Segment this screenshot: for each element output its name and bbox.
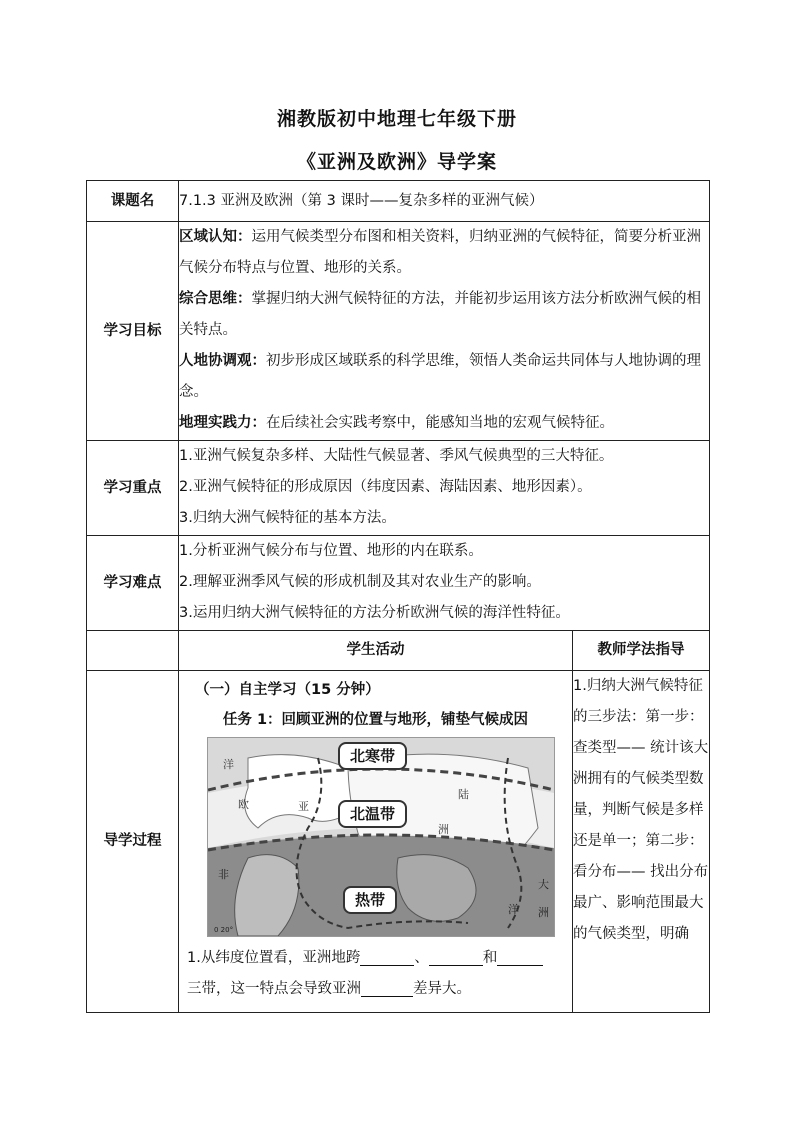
- answer-blank[interactable]: [360, 947, 414, 966]
- difficulty-item: 2.理解亚洲季风气候的形成机制及其对农业生产的影响。: [179, 574, 541, 590]
- place-label: 非: [218, 868, 229, 881]
- map-corner-note: 0 20°: [214, 926, 234, 934]
- answer-blank[interactable]: [497, 947, 543, 966]
- key-points-content: [179, 441, 710, 536]
- key-points-label: 学习重点: [87, 441, 179, 536]
- key-point-item: 2.亚洲气候特征的形成原因（纬度因素、海陆因素、地形因素）。: [179, 479, 592, 495]
- teacher-guidance-header: 教师学法指导: [573, 631, 710, 671]
- goal-item: 人地协调观：初步形成区域联系的科学思维，领悟人类命运共同体与人地协调的理念。: [179, 353, 701, 400]
- topic-row: [87, 181, 710, 222]
- zone-label-tropical: 热带: [343, 886, 397, 914]
- place-label: 洲: [538, 906, 549, 919]
- goals-row: [87, 222, 710, 441]
- place-label: 洋: [508, 903, 519, 916]
- difficulties-label: 学习难点: [87, 536, 179, 631]
- empty-header-cell: [87, 631, 179, 671]
- place-label: 亚: [298, 800, 309, 813]
- section-heading: （一）自主学习（15 分钟）: [195, 682, 380, 698]
- climate-zone-map: [207, 737, 555, 937]
- difficulties-row: [87, 536, 710, 631]
- difficulties-content: [179, 536, 710, 631]
- topic-label: 课题名: [87, 181, 179, 222]
- goals-content: [179, 222, 710, 441]
- study-guide-table: [86, 180, 710, 1013]
- teacher-guidance-text: 1.归纳大洲气候特征的三步法：第一步：查类型—— 统计该大洲拥有的气候类型数量，判断气候是多样还是单一；第二步：看分布—— 找出分布最广、影响范围最大的气候类型，明确: [573, 678, 709, 942]
- key-point-item: 1.亚洲气候复杂多样、大陆性气候显著、季风气候典型的三大特征。: [179, 448, 614, 464]
- key-point-item: 3.归纳大洲气候特征的基本方法。: [179, 510, 396, 526]
- student-activity-cell: [179, 671, 573, 1013]
- key-points-row: [87, 441, 710, 536]
- student-activity-header: 学生活动: [179, 631, 573, 671]
- question-1: 1.从纬度位置看，亚洲地跨 、 和 三带，这一特点会导致亚洲 差异大。: [187, 943, 564, 1005]
- process-row: [87, 671, 710, 1013]
- place-label: 洲: [438, 823, 449, 836]
- page-subtitle: 《亚洲及欧洲》导学案: [296, 151, 497, 173]
- goals-label: 学习目标: [87, 222, 179, 441]
- place-label: 陆: [458, 788, 469, 801]
- teacher-guidance-cell: [573, 671, 710, 1013]
- activity-header-row: [87, 631, 710, 671]
- difficulty-item: 3.运用归纳大洲气候特征的方法分析欧洲气候的海洋性特征。: [179, 605, 570, 621]
- place-label: 欧: [238, 798, 249, 811]
- place-label: 大: [538, 878, 549, 891]
- difficulty-item: 1.分析亚洲气候分布与位置、地形的内在联系。: [179, 543, 483, 559]
- zone-label-north-frigid: 北寒带: [338, 742, 407, 770]
- place-label: 洋: [223, 758, 234, 771]
- answer-blank[interactable]: [429, 947, 483, 966]
- goal-item: 地理实践力：在后续社会实践考察中，能感知当地的宏观气候特征。: [179, 415, 614, 431]
- goal-item: 综合思维：掌握归纳大洲气候特征的方法，并能初步运用该方法分析欧洲气候的相关特点。: [179, 291, 701, 338]
- page-title: 湘教版初中地理七年级下册: [276, 108, 517, 130]
- topic-value: 7.1.3 亚洲及欧洲（第 3 课时——复杂多样的亚洲气候）: [179, 181, 710, 222]
- goal-item: 区域认知：运用气候类型分布图和相关资料，归纳亚洲的气候特征，简要分析亚洲气候分布特点与位置、地形的关系。: [179, 229, 701, 276]
- process-label: 导学过程: [87, 671, 179, 1013]
- task-heading: 任务 1：回顾亚洲的位置与地形，铺垫气候成因: [222, 712, 529, 728]
- answer-blank[interactable]: [361, 978, 413, 997]
- zone-label-north-temperate: 北温带: [338, 800, 407, 828]
